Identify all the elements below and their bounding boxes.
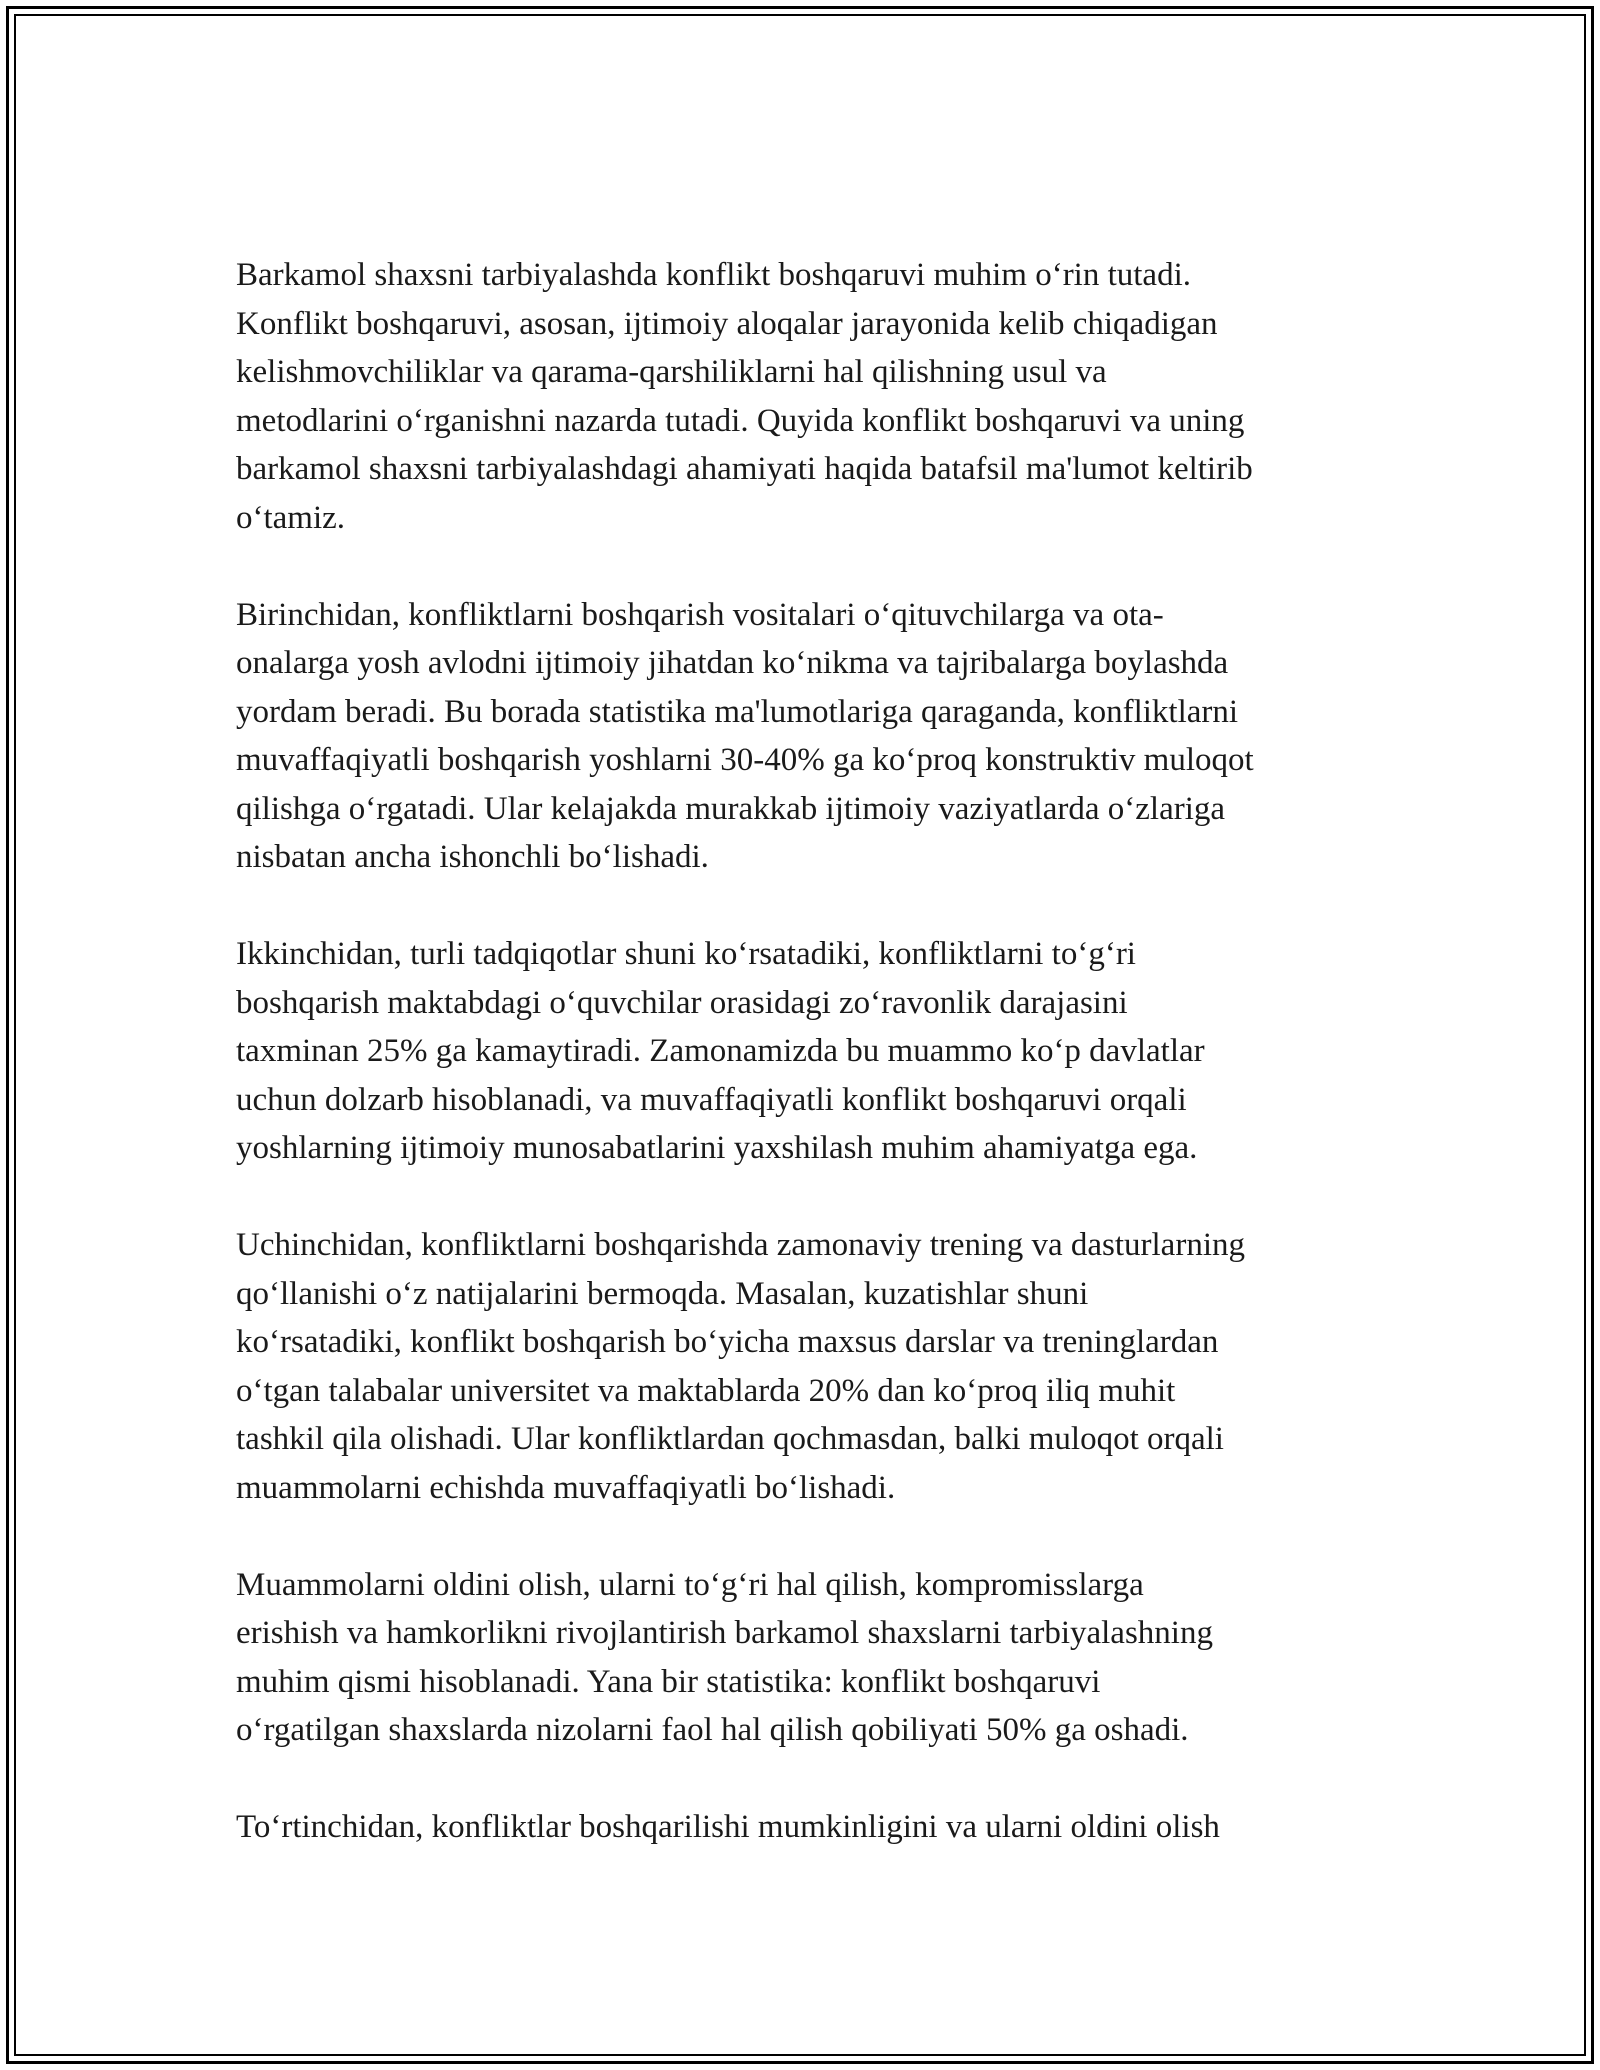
paragraph-4 [236,1221,1376,1512]
text-line: metodlarini o‘rganishni nazarda tutadi. Quyida konflikt boshqaruvi va uning [236,402,1245,439]
text-line: barkamol shaxsni tarbiyalashdagi ahamiyati haqida batafsil ma'lumot keltirib [236,451,1253,487]
text-line: o‘tgan talabalar universitet va maktablarda 20% dan ko‘proq iliq muhit [236,1372,1176,1409]
text-line: boshqarish maktabdagi o‘quvchilar orasidagi zo‘ravonlik darajasini [236,984,1128,1021]
text-line: ko‘rsatadiki, konflikt boshqarish bo‘yicha maxsus darslar va treninglardan [236,1324,1219,1360]
paragraph-6 [236,1803,1376,1852]
text-line: Uchinchidan, konfliktlarni boshqarishda zamonaviy trening va dasturlarning [236,1227,1245,1263]
text-line: Konflikt boshqaruvi, asosan, ijtimoiy aloqalar jarayonida kelib chiqadigan [236,305,1218,342]
document-body [236,251,1376,1852]
text-line: onalarga yosh avlodni ijtimoiy jihatdan ko‘nikma va tajribalarga boylashda [236,645,1229,681]
text-line: qilishga o‘rgatadi. Ular kelajakda murakkab ijtimoiy vaziyatlarda o‘zlariga [236,790,1226,827]
text-line: qo‘llanishi o‘z natijalarini bermoqda. Masalan, kuzatishlar shuni [236,1275,1089,1312]
text-line: muvaffaqiyatli boshqarish yoshlarni 30-40% ga ko‘proq konstruktiv muloqot [236,742,1254,778]
text-line: To‘rtinchidan, konfliktlar boshqarilishi mumkinligini va ularni oldini olish [236,1809,1220,1845]
text-line: taxminan 25% ga kamaytiradi. Zamonamizda bu muammo ko‘p davlatlar [236,1033,1205,1069]
text-line: o‘rgatilgan shaxslarda nizolarni faol hal qilish qobiliyati 50% ga oshadi. [236,1712,1189,1748]
text-line: nisbatan ancha ishonchli bo‘lishadi. [236,839,709,875]
text-line: Birinchidan, konfliktlarni boshqarish vositalari o‘qituvchilarga va ota- [236,596,1164,633]
text-line: uchun dolzarb hisoblanadi, va muvaffaqiyatli konflikt boshqaruvi orqali [236,1081,1187,1118]
text-line: muammolarni echishda muvaffaqiyatli bo‘lishadi. [236,1469,896,1506]
paragraph-2 [236,591,1376,882]
text-line: Barkamol shaxsni tarbiyalashda konflikt boshqaruvi muhim o‘rin tutadi. [236,257,1192,293]
text-line: o‘tamiz. [236,499,346,536]
text-line: yoshlarning ijtimoiy munosabatlarini yaxshilash muhim ahamiyatga ega. [236,1130,1198,1166]
text-line: erishish va hamkorlikni rivojlantirish barkamol shaxslarni tarbiyalashning [236,1615,1213,1651]
text-line: tashkil qila olishadi. Ular konfliktlardan qochmasdan, balki muloqot orqali [236,1421,1224,1457]
text-line: muhim qismi hisoblanadi. Yana bir statistika: konflikt boshqaruvi [236,1663,1101,1700]
text-line: Ikkinchidan, turli tadqiqotlar shuni ko‘rsatadiki, konfliktlarni to‘g‘ri [236,936,1136,972]
text-line: Muammolarni oldini olish, ularni to‘g‘ri hal qilish, kompromisslarga [236,1566,1144,1603]
paragraph-1 [236,251,1376,542]
text-line: kelishmovchiliklar va qarama-qarshiliklarni hal qilishning usul va [236,354,1107,390]
text-line: yordam beradi. Bu borada statistika ma'lumotlariga qaraganda, konfliktlarni [236,693,1239,730]
paragraph-3 [236,930,1376,1173]
paragraph-5 [236,1561,1376,1755]
